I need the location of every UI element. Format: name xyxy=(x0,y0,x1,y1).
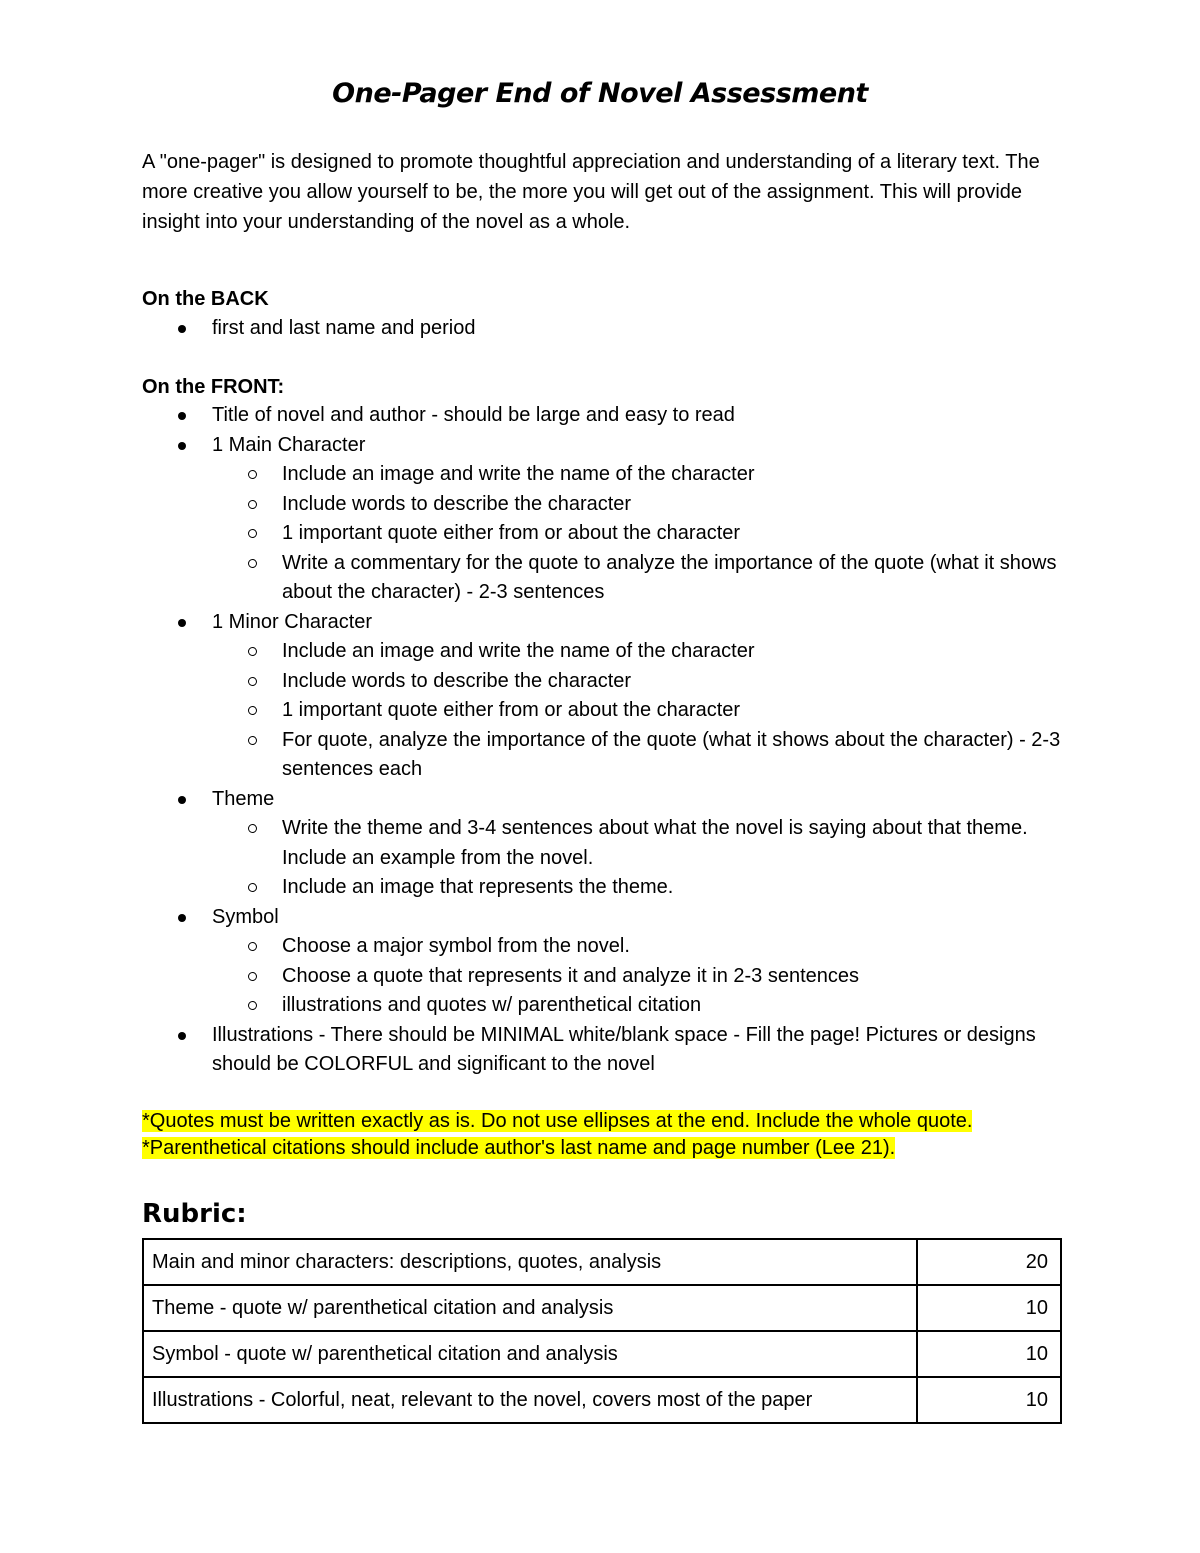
list-item: first and last name and period xyxy=(142,314,1062,344)
sub-list-item: Include an image that represents the theme. xyxy=(212,873,1062,903)
list-item-label: 1 Main Character xyxy=(212,433,366,456)
note-quotes: *Quotes must be written exactly as is. Do not use ellipses at the end. Include the whole quote. xyxy=(142,1110,973,1132)
table-row xyxy=(143,1331,1061,1377)
sub-list-item: Write a commentary for the quote to analyze the importance of the quote (what it shows about the character) - 2-3 sentences xyxy=(212,549,1062,608)
rubric-heading: Rubric: xyxy=(142,1199,247,1229)
sub-list-item: 1 important quote either from or about the character xyxy=(212,519,1062,549)
sub-list-item: illustrations and quotes w/ parenthetical citation xyxy=(212,991,1062,1021)
table-row xyxy=(143,1239,1061,1285)
sub-list-item: Include an image and write the name of the character xyxy=(212,637,1062,667)
list-item xyxy=(142,785,1062,903)
intro-paragraph: A "one-pager" is designed to promote thoughtful appreciation and understanding of a literary text. The more creative you allow yourself to be, the more you will get out of the assignment. This will provide insight into your understanding of the novel as a whole. xyxy=(142,151,1040,233)
rubric-points: 10 xyxy=(917,1331,1061,1377)
sub-list-item: Include words to describe the character xyxy=(212,667,1062,697)
list-item xyxy=(142,431,1062,608)
list-item-label: Theme xyxy=(212,787,275,810)
rubric-points: 10 xyxy=(917,1285,1061,1331)
table-row xyxy=(143,1377,1061,1423)
sub-list-item: 1 important quote either from or about the character xyxy=(212,696,1062,726)
sub-list-item: Choose a quote that represents it and analyze it in 2-3 sentences xyxy=(212,962,1062,992)
rubric-points: 20 xyxy=(917,1239,1061,1285)
rubric-criterion: Symbol - quote w/ parenthetical citation and analysis xyxy=(143,1331,917,1377)
list-item-label: Title of novel and author - should be large and easy to read xyxy=(212,404,735,426)
sub-list xyxy=(212,637,1062,785)
list-item-label: Illustrations - There should be MINIMAL white/blank space - Fill the page! Pictures or designs should be COLORFUL and significant to the novel xyxy=(212,1023,1036,1075)
table-row xyxy=(143,1285,1061,1331)
rubric-criterion: Illustrations - Colorful, neat, relevant to the novel, covers most of the paper xyxy=(143,1377,917,1423)
rubric-points: 10 xyxy=(917,1377,1061,1423)
sub-list-item: For quote, analyze the importance of the quote (what it shows about the character) - 2-3 sentences each xyxy=(212,726,1062,785)
document-title: One-Pager End of Novel Assessment xyxy=(332,78,868,109)
list-item xyxy=(142,903,1062,1021)
back-heading: On the BACK xyxy=(142,288,269,310)
sub-list-item: Write the theme and 3-4 sentences about what the novel is saying about that theme. Include an example from the novel. xyxy=(212,814,1062,873)
sub-list xyxy=(212,460,1062,608)
list-item xyxy=(142,1021,1062,1080)
front-heading: On the FRONT: xyxy=(142,376,285,398)
note-citations: *Parenthetical citations should include author's last name and page number (Lee 21). xyxy=(142,1137,896,1159)
list-item-label: 1 Minor Character xyxy=(212,610,373,633)
list-item xyxy=(142,401,1062,431)
list-item xyxy=(142,608,1062,785)
sub-list-item: Choose a major symbol from the novel. xyxy=(212,932,1062,962)
front-list xyxy=(142,401,1062,1080)
sub-list-item: Include an image and write the name of the character xyxy=(212,460,1062,490)
rubric-table xyxy=(142,1238,1062,1424)
sub-list xyxy=(212,814,1062,903)
sub-list xyxy=(212,932,1062,1021)
list-item-label: Symbol xyxy=(212,905,279,928)
rubric-criterion: Theme - quote w/ parenthetical citation and analysis xyxy=(143,1285,917,1331)
sub-list-item: Include words to describe the character xyxy=(212,490,1062,520)
notes-block xyxy=(142,1108,972,1162)
back-list xyxy=(142,314,1062,344)
rubric-criterion: Main and minor characters: descriptions, quotes, analysis xyxy=(143,1239,917,1285)
